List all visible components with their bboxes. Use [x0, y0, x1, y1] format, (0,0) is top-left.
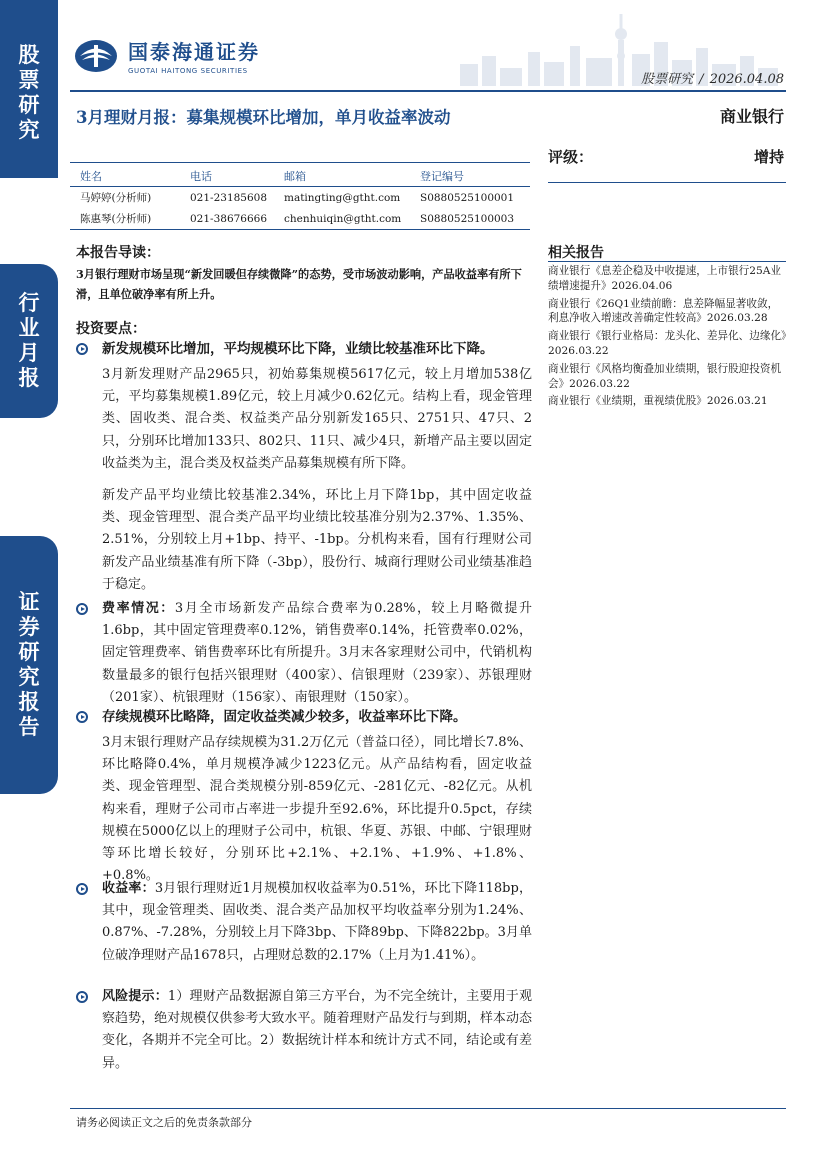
- key-point-inline-heading: 风险提示：: [102, 989, 168, 1004]
- sector-label: 商业银行: [719, 107, 784, 126]
- report-category: 股票研究: [641, 72, 694, 87]
- key-point-text: 3月银行理财近1月规模加权收益率为0.51%，环比下降118bp，其中，现金管理类、固收类、混合类产品加权平均收益率分别为1.24%、0.87%、-7.28%，分别较上月下降3bp、下降89bp、下降822bp。3月单位破净理财产品1678只，占理财总数的2.17%（上月为1.41%）。: [102, 881, 532, 963]
- key-point-fee-rate: [76, 598, 532, 709]
- analyst-table-header: [70, 166, 530, 187]
- key-point-heading: 新发规模环比增加，平均规模环比下降，业绩比较基准环比下降。: [102, 341, 494, 357]
- table-row: [70, 187, 530, 209]
- analyst-email: matingting@gtht.com: [284, 191, 401, 204]
- sidebar-char: 证: [18, 590, 40, 614]
- sidebar-char: 券: [18, 615, 40, 639]
- sidebar-char: 报: [18, 366, 40, 390]
- related-report-link[interactable]: 商业银行《息差企稳及中收提速，上市银行25A业绩增速提升》2026.04.06: [548, 265, 782, 292]
- analyst-reg-no: S0880525100003: [420, 212, 515, 225]
- related-report-link[interactable]: 商业银行《26Q1业绩前瞻：息差降幅显著收敛，利息净收入增速改善确定性较高》2026.03.28: [548, 297, 779, 325]
- logo-text-cn: 国泰海通证券: [128, 40, 260, 64]
- guide-heading: 本报告导读：: [76, 245, 160, 261]
- related-reports-divider: [548, 261, 786, 262]
- report-title: 3月理财月报：募集规模环比增加，单月收益率波动: [76, 108, 451, 127]
- footer-disclaimer-note: 请务必阅读正文之后的免责条款部分: [76, 1116, 252, 1129]
- sidebar-char: 报: [18, 690, 40, 714]
- analyst-name: 马婷婷(分析师): [80, 192, 152, 204]
- logo-text-en: GUOTAI HAITONG SECURITIES: [128, 67, 248, 75]
- bullet-icon: [76, 603, 88, 615]
- header-divider: [70, 90, 786, 92]
- report-date: 2026.04.08: [709, 72, 784, 87]
- key-point-heading: 存续规模环比略降，固定收益类减少较多，收益率环比下降。: [102, 709, 467, 725]
- rating-divider: [548, 182, 786, 183]
- sidebar-char: 研: [18, 93, 40, 117]
- brand-logo: [74, 36, 260, 75]
- logo-icon: [74, 39, 118, 73]
- key-point-paragraph: 3月新发理财产品2965只，初始募集规模5617亿元，较上月增加538亿元，平均募集规模1.89亿元，较上月减少0.62亿元。结构上看，现金管理类、固收类、混合类、权益类产品分别新发165只、2751只、47只、2只，分别环比增加133只、802只、11只、减少4只，新增产品主要以固定收益类为主，混合类及权益类产品募集规模有所下降。: [102, 367, 532, 471]
- key-points-heading: 投资要点：: [76, 321, 146, 337]
- analyst-table: [70, 166, 530, 230]
- related-report-link[interactable]: 商业银行《银行业格局：龙头化、差异化、边缘化》2026.03.22: [548, 330, 787, 357]
- sidebar-char: 研: [18, 640, 40, 664]
- sidebar-char: 月: [18, 341, 40, 365]
- sidebar-char: 股: [18, 43, 40, 67]
- sidebar-block-industry-monthly: [0, 264, 58, 418]
- table-row: [70, 208, 530, 230]
- key-point-paragraph: 3月末银行理财产品存续规模为31.2万亿元（普益口径），同比增长7.8%、环比略降0.4%，单月规模净减少1223亿元。从产品结构看，固定收益类、现金管理型、混合类规模分别-859亿元、-281亿元、-82亿元。从机构来看，理财子公司市占率进一步提升至92.6%，环比提升0.5pct，存续规模在5000亿以上的理财子公司中，杭银、华夏、苏银、中邮、宁银理财等环比增长较好，分别环比+2.1%、+2.1%、+1.9%、+1.8%、+0.8%。: [102, 735, 532, 884]
- analyst-reg-no: S0880525100001: [420, 191, 515, 204]
- report-meta: [641, 68, 784, 87]
- meta-separator: /: [699, 72, 704, 87]
- sidebar-char: 告: [18, 715, 40, 739]
- key-point-paragraph: [102, 986, 532, 1075]
- col-header-phone: 电话: [190, 170, 212, 183]
- footer-divider: [70, 1108, 786, 1109]
- analyst-phone: 021-23185608: [190, 191, 268, 204]
- analyst-email: chenhuiqin@gtht.com: [284, 212, 402, 225]
- sidebar-char: 业: [18, 316, 40, 340]
- related-reports-list: [548, 264, 788, 412]
- related-reports-heading: 相关报告: [548, 245, 604, 261]
- left-sidebar: [0, 0, 58, 1169]
- rating-label: 评级：: [548, 148, 594, 166]
- sidebar-char: 究: [18, 118, 40, 142]
- related-report-link[interactable]: 商业银行《风格均衡叠加业绩期，银行股迎投资机会》2026.03.22: [548, 362, 782, 390]
- key-point-paragraph: 新发产品平均业绩比较基准2.34%，环比上月下降1bp，其中固定收益类、现金管理型、混合类产品平均业绩比较基准分别为2.37%、1.35%、2.51%，分别较上月+1bp、持平、-1bp。分机构来看，国有行理财公司新发产品业绩基准有所下降（-3bp），股份行、城商行理财公司业绩基准趋于稳定。: [102, 488, 532, 592]
- col-header-name: 姓名: [80, 170, 102, 183]
- analyst-phone: 021-38676666: [190, 212, 268, 225]
- bullet-icon: [76, 991, 88, 1003]
- sidebar-block-securities-report: [0, 536, 58, 794]
- guide-summary: 3月银行理财市场呈现“新发回暖但存续微降”的态势，受市场波动影响，产品收益率有所下滑，且单位破净率有所上升。: [76, 267, 522, 301]
- rating-value: 增持: [753, 148, 784, 166]
- col-header-reg-no: 登记编号: [420, 170, 464, 183]
- bullet-icon: [76, 883, 88, 895]
- key-point-yield: [76, 878, 532, 967]
- sidebar-char: 票: [18, 68, 40, 92]
- key-point-outstanding-scale: [76, 706, 532, 887]
- col-header-email: 邮箱: [284, 170, 306, 183]
- key-point-new-issuance: [76, 338, 532, 596]
- key-point-inline-heading: 费率情况：: [102, 601, 175, 616]
- sidebar-block-stock-research: [0, 0, 58, 178]
- key-point-text: 1）理财产品数据源自第三方平台，为不完全统计，主要用于观察趋势，绝对规模仅供参考大致水平。随着理财产品发行与到期，样本动态变化，各期并不完全可比。2）数据统计样本和统计方式不同，结论或有差异。: [102, 989, 532, 1071]
- bullet-icon: [76, 711, 88, 723]
- key-point-text: 3月全市场新发产品综合费率为0.28%，较上月略微提升1.6bp，其中固定管理费率0.12%，销售费率0.14%，托管费率0.02%，固定管理费率、销售费率环比有所提升。3月末各家理财公司中，代销机构数量最多的银行包括兴银理财（400家）、信银理财（239家）、苏银理财（201家）、杭银理财（156家）、南银理财（150家）。: [102, 601, 532, 705]
- analyst-name: 陈惠琴(分析师): [80, 213, 152, 225]
- analyst-table-top-rule: [70, 162, 530, 163]
- key-point-inline-heading: 收益率：: [102, 881, 155, 896]
- related-report-link[interactable]: 商业银行《业绩期，重视绩优股》2026.03.21: [548, 395, 768, 408]
- bullet-icon: [76, 343, 88, 355]
- sidebar-char: 究: [18, 665, 40, 689]
- key-point-paragraph: [102, 878, 532, 967]
- sidebar-char: 行: [18, 291, 40, 315]
- key-point-paragraph: [102, 598, 532, 709]
- key-point-risk-warning: [76, 986, 532, 1075]
